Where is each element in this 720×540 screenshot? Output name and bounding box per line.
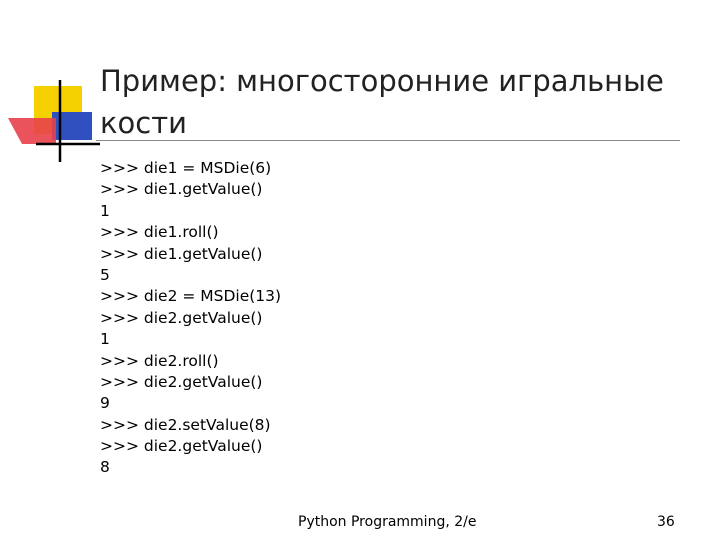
code-line: 5 (100, 265, 110, 284)
code-line: >>> die2.setValue(8) (100, 415, 271, 434)
corner-logo-icon (0, 0, 100, 170)
code-line: >>> die2.getValue() (100, 308, 263, 327)
code-line: 1 (100, 201, 110, 220)
footer-text: Python Programming, 2/e (298, 514, 477, 530)
slide-title-line-2: кости (100, 106, 187, 140)
code-line: 9 (100, 394, 110, 413)
code-line: >>> die1.getValue() (100, 244, 263, 263)
code-line: >>> die2.getValue() (100, 437, 263, 456)
code-line: >>> die2 = MSDie(13) (100, 287, 282, 306)
code-block (100, 158, 660, 479)
slide-title (100, 60, 680, 144)
logo-blue-square (52, 112, 92, 140)
code-line: 8 (100, 458, 110, 477)
code-line: >>> die2.roll() (100, 351, 219, 370)
code-line: >>> die2.getValue() (100, 372, 263, 391)
logo-red-shape (8, 118, 56, 144)
title-divider (96, 140, 680, 141)
slide-title-line-1: Пример: многосторонние игральные (100, 64, 664, 98)
page-number: 36 (657, 514, 675, 530)
code-line: 1 (100, 330, 110, 349)
code-line: >>> die1 = MSDie(6) (100, 159, 272, 177)
code-line: >>> die1.roll() (100, 223, 219, 242)
code-line: >>> die1.getValue() (100, 180, 263, 199)
